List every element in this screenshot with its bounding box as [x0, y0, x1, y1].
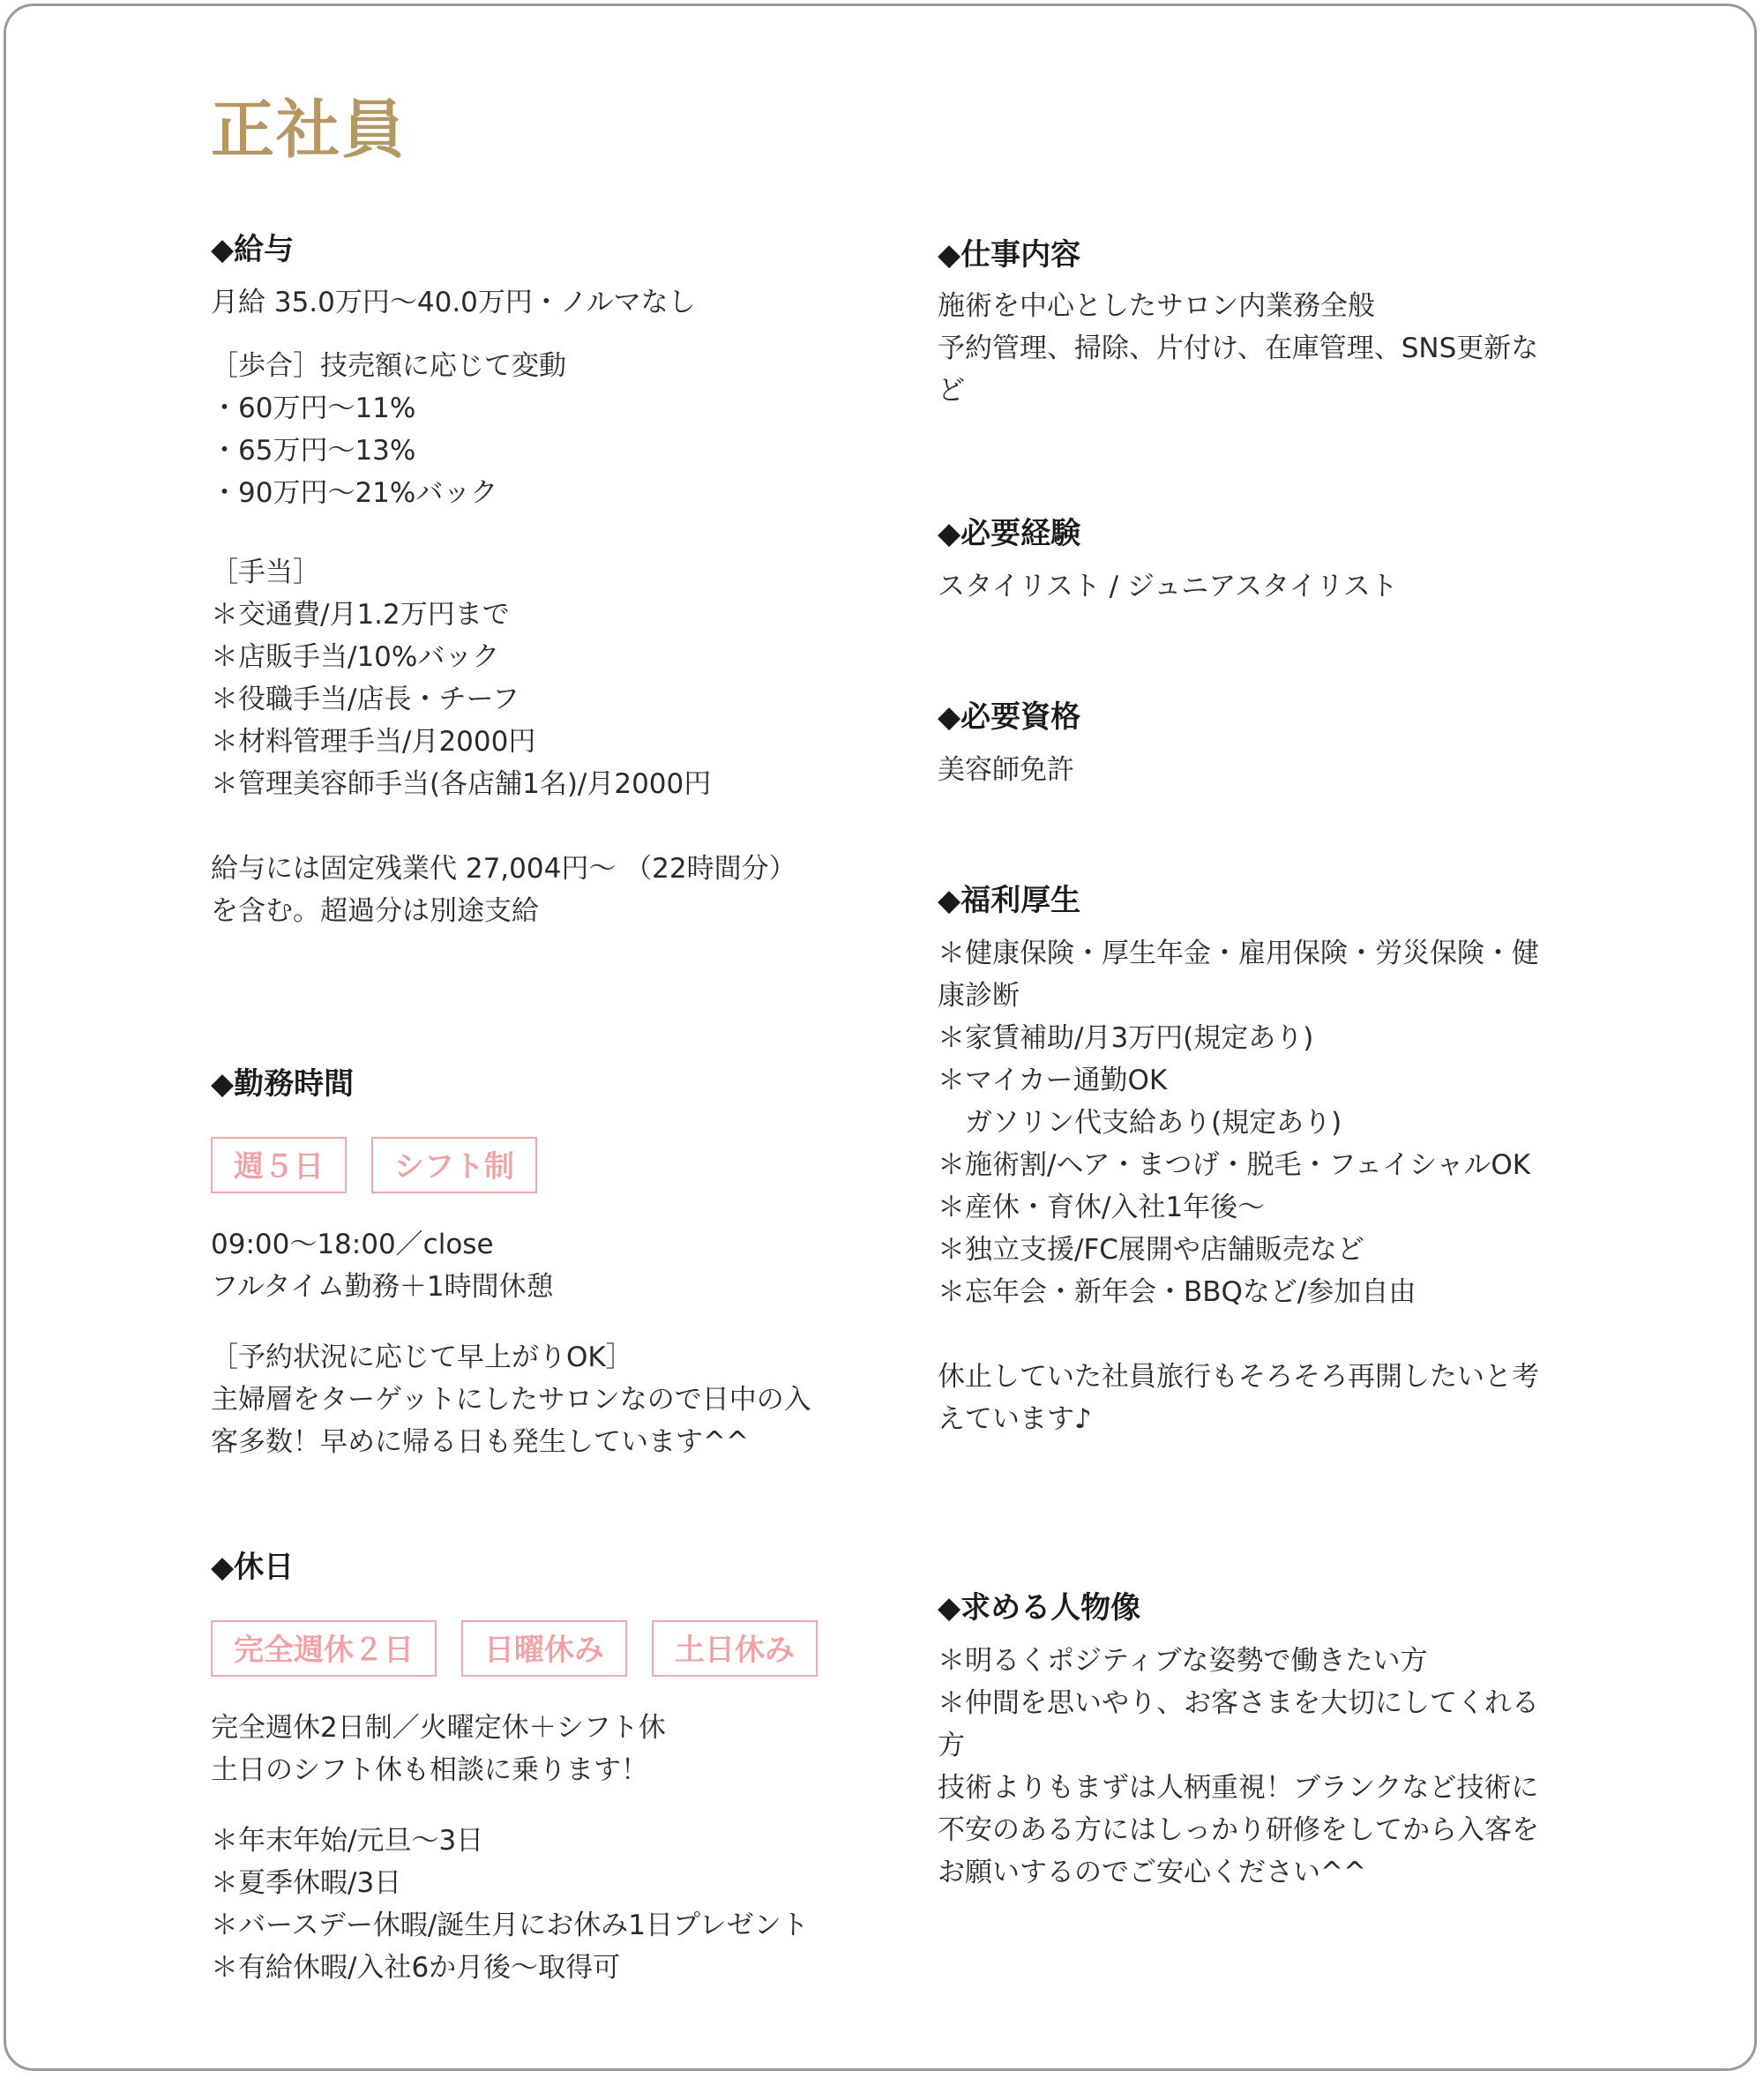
- salary-section: [211, 232, 881, 927]
- benefits-heading: ◆福利厚生: [938, 883, 1081, 918]
- experience-section: [938, 516, 1608, 602]
- benefits-line: ＊家賃補助/月3万円(規定あり): [938, 1022, 1314, 1054]
- persona-line: ＊仲間を思いやり、お客さまを大切にしてくれる: [938, 1687, 1539, 1719]
- hours-line: 09:00〜18:00／close: [211, 1229, 494, 1260]
- salary-line: ＊材料管理手当/月2000円: [211, 726, 536, 758]
- qualification-section: [938, 699, 1608, 786]
- hours-heading: ◆勤務時間: [211, 1066, 355, 1102]
- hours-tags: [211, 1137, 537, 1193]
- benefits-line: ガソリン代支給あり(規定あり): [938, 1107, 1342, 1139]
- salary-heading: ◆給与: [211, 232, 295, 267]
- holidays-line: ＊有給休暇/入社6か月後〜取得可: [211, 1952, 621, 1984]
- benefits-section: [938, 883, 1608, 1435]
- holidays-tags: [211, 1620, 818, 1677]
- persona-line: ＊明るくポジティブな姿勢で働きたい方: [938, 1645, 1428, 1677]
- salary-line: ・65万円〜13%: [211, 435, 416, 467]
- salary-line: ［手当］: [211, 557, 320, 588]
- benefits-line: 休止していた社員旅行もそろそろ再開したいと考: [938, 1361, 1539, 1393]
- salary-line: ［歩合］技売額に応じて変動: [211, 350, 566, 382]
- salary-line: を含む。超過分は別途支給: [211, 895, 539, 927]
- tag-shift: シフト制: [371, 1137, 537, 1193]
- salary-line: ＊管理美容師手当(各店舗1名)/月2000円: [211, 768, 712, 800]
- salary-line: ・90万円〜21%バック: [211, 477, 498, 509]
- salary-line: 給与には固定残業代 27,004円〜 （22時間分）: [211, 853, 796, 885]
- salary-line: ・60万円〜11%: [211, 392, 416, 424]
- benefits-line: ＊独立支援/FC展開や店舗販売など: [938, 1234, 1364, 1266]
- experience-line: スタイリスト / ジュニアスタイリスト: [938, 571, 1398, 602]
- persona-line: お願いするのでご安心ください^^: [938, 1857, 1366, 1888]
- experience-heading: ◆必要経験: [938, 516, 1081, 551]
- holidays-line: ＊年末年始/元旦〜3日: [211, 1825, 484, 1857]
- job-heading: ◆仕事内容: [938, 237, 1081, 273]
- persona-heading: ◆求める人物像: [938, 1590, 1141, 1626]
- hours-section: [211, 1066, 881, 1458]
- persona-line: 方: [938, 1730, 965, 1761]
- holidays-heading: ◆休日: [211, 1550, 295, 1585]
- salary-line: ＊店販手当/10%バック: [211, 641, 500, 673]
- benefits-line: ＊健康保険・厚生年金・雇用保険・労災保険・健: [938, 938, 1539, 969]
- tag-weekend-off: 土日休み: [652, 1620, 818, 1677]
- persona-section: [938, 1590, 1608, 1888]
- salary-line: 月給 35.0万円〜40.0万円・ノルマなし: [211, 287, 696, 318]
- benefits-line: 康診断: [938, 980, 1020, 1012]
- job-line: 予約管理、掃除、片付け、在庫管理、SNS更新な: [938, 333, 1539, 364]
- benefits-line: ＊マイカー通勤OK: [938, 1065, 1168, 1096]
- holidays-line: ＊バースデー休暇/誕生月にお休み1日プレゼント: [211, 1910, 809, 1941]
- job-line: ど: [938, 375, 965, 407]
- job-section: [938, 237, 1608, 407]
- tag-two-days-off: 完全週休２日: [211, 1620, 437, 1677]
- benefits-line: ＊産休・育休/入社1年後〜: [938, 1192, 1266, 1223]
- persona-line: 不安のある方にはしっかり研修をしてから入客を: [938, 1814, 1539, 1846]
- hours-line: 客多数！早めに帰る日も発生しています^^: [211, 1426, 749, 1458]
- job-line: 施術を中心としたサロン内業務全般: [938, 290, 1375, 322]
- page-title: 正社員: [211, 93, 407, 167]
- job-posting-card: [4, 4, 1757, 2071]
- hours-line: ［予約状況に応じて早上がりOK］: [211, 1342, 633, 1373]
- benefits-line: ＊忘年会・新年会・BBQなど/参加自由: [938, 1276, 1416, 1308]
- holidays-section: [211, 1550, 881, 1984]
- benefits-line: ＊施術割/ヘア・まつげ・脱毛・フェイシャルOK: [938, 1149, 1531, 1181]
- persona-line: 技術よりもまずは人柄重視！ブランクなど技術に: [938, 1772, 1539, 1804]
- qualification-line: 美容師免許: [938, 754, 1074, 786]
- salary-line: ＊役職手当/店長・チーフ: [211, 684, 519, 715]
- holidays-line: 完全週休2日制／火曜定休＋シフト休: [211, 1712, 666, 1744]
- hours-line: フルタイム勤務＋1時間休憩: [211, 1271, 554, 1303]
- tag-five-days: 週５日: [211, 1137, 347, 1193]
- holidays-line: ＊夏季休暇/3日: [211, 1867, 402, 1899]
- holidays-line: 土日のシフト休も相談に乗ります！: [211, 1754, 648, 1786]
- salary-line: ＊交通費/月1.2万円まで: [211, 599, 510, 631]
- qualification-heading: ◆必要資格: [938, 699, 1081, 735]
- benefits-line: えています♪: [938, 1403, 1092, 1435]
- tag-sunday-off: 日曜休み: [461, 1620, 627, 1677]
- hours-line: 主婦層をターゲットにしたサロンなので日中の入: [211, 1384, 811, 1416]
